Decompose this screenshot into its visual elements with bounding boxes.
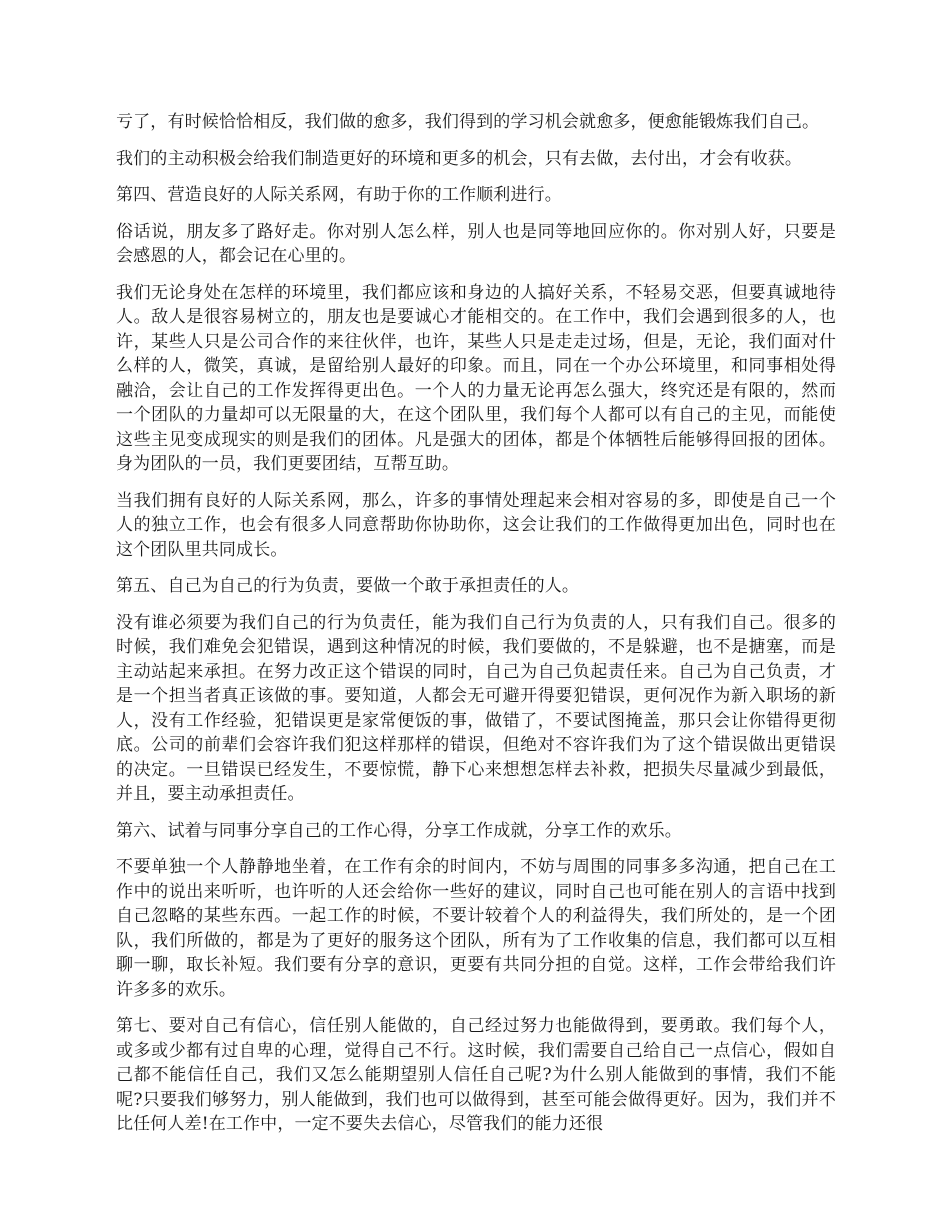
section-heading-4: 第四、营造良好的人际关系网，有助于你的工作顺利进行。 [116,185,562,205]
section-heading-6: 第六、试着与同事分享自己的工作心得，分享工作成就，分享工作的欢乐。 [116,820,682,841]
paragraph-2: 我们的主动积极会给我们制造更好的环境和更多的机会，只有去做，去付出，才会有收获。 [116,148,802,169]
section-heading-5: 第五、自己为自己的行为负责，要做一个敢于承担责任的人。 [116,576,580,596]
paragraph-5: 当我们拥有良好的人际关系网，那么，许多的事情处理起来会相对容易的多，即使是自己一个人的独立工作，也会有很多人同意帮助你协助你，这会让我们的工作做得更加出色，同时也在这个团队里共同成长。 [116,490,836,560]
paragraph-7: 不要单独一个人静静地坐着，在工作有余的时间内，不妨与周围的同事多多沟通，把自己在工作中的说出来听听，也许听的人还会给你一些好的建议，同时自己也可能在别人的言语中找到自己忽略的某些东西。一起工作的时候，不要计较着个人的利益得失，我们所处的，是一个团队，我们所做的，都是为了更好的服务这个团队，所有为了工作收集的信息，我们都可以互相聊一聊，取长补短。我们要有分享的意识，更要有共同分担的自觉。这样，工作会带给我们许许多多的欢乐。 [116,857,836,1000]
paragraph-8: 第七、要对自己有信心，信任别人能做的，自己经过努力也能做得到，要勇敢。我们每个人，或多或少都有过自卑的心理，觉得自己不行。这时候，我们需要自己给自己一点信心，假如自己都不能信任自己，我们又怎么能期望别人信任自己呢?为什么别人能做到的事情，我们不能呢?只要我们够努力，别人能做到，我们也可以做得到，甚至可能会做得更好。因为，我们并不比任何人差!在工作中，一定不要失去信心，尽管我们的能力还很 [116,1016,836,1134]
paragraph-1: 亏了，有时候恰恰相反，我们做的愈多，我们得到的学习机会就愈多，便愈能锻炼我们自己。 [116,112,820,132]
paragraph-6: 没有谁必须要为我们自己的行为负责任，能为我们自己行为负责的人，只有我们自己。很多的时候，我们难免会犯错误，遇到这种情况的时候，我们要做的，不是躲避，也不是搪塞，而是主动站起来承担。在努力改正这个错误的同时，自己为自己负起责任来。自己为自己负责，才是一个担当者真正该做的事。要知道，人都会无可避开得要犯错误，更何况作为新入职场的新人，没有工作经验，犯错误更是家常便饭的事，做错了，不要试图掩盖，那只会让你错得更彻底。公司的前辈们会容许我们犯这样那样的错误，但绝对不容许我们为了这个错误做出更错误的决定。一旦错误已经发生，不要惊慌，静下心来想想怎样去补救，把损失尽量减少到最低，并且，要主动承担责任。 [116,612,836,804]
document-body [116,110,836,1137]
paragraph-4: 我们无论身处在怎样的环境里，我们都应该和身边的人搞好关系，不轻易交恶，但要真诚地待人。敌人是很容易树立的，朋友也是要诚心才能相交的。在工作中，我们会遇到很多的人，也许，某些人只是公司合作的来往伙伴，也许，某些人只是走走过场，但是，无论，我们面对什么样的人，微笑，真诚，是留给别人最好的印象。而且，同在一个办公环境里，和同事相处得融洽，会让自己的工作发挥得更出色。一个人的力量无论再怎么强大，终究还是有限的，然而一个团队的力量却可以无限量的大，在这个团队里，我们每个人都可以有自己的主见，而能使这些主见变成现实的则是我们的团体。凡是强大的团体，都是个体牺牲后能够得回报的团体。身为团队的一员，我们更要团结，互帮互助。 [116,282,836,474]
paragraph-3: 俗话说，朋友多了路好走。你对别人怎么样，别人也是同等地回应你的。你对别人好，只要是会感恩的人，都会记在心里的。 [116,221,836,266]
